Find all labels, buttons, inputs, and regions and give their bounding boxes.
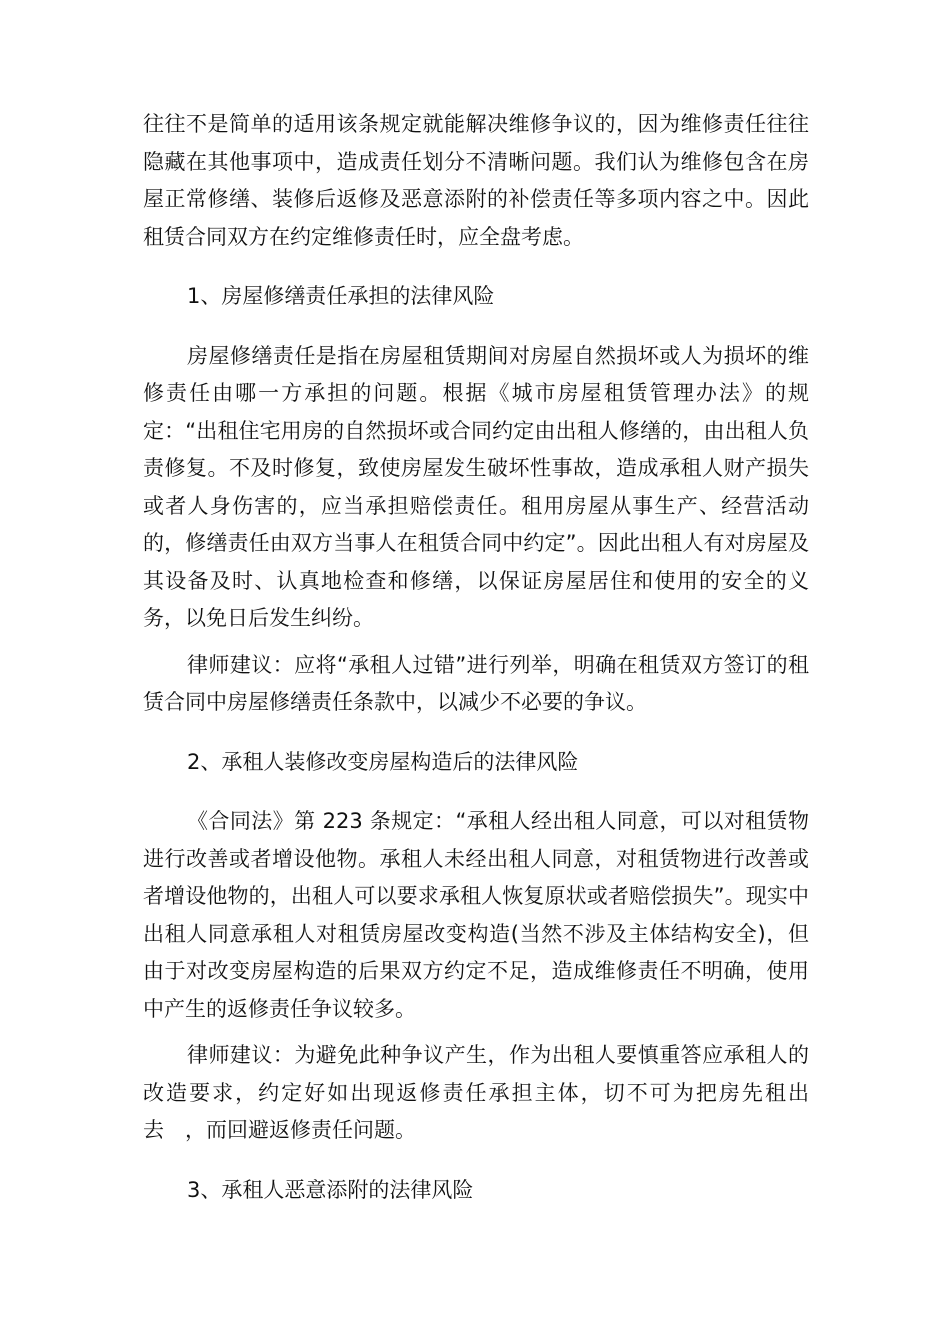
paragraph-repair-responsibility: 房屋修缮责任是指在房屋租赁期间对房屋自然损坏或人为损坏的维修责任由哪一方承担的问题。根据《城市房屋租赁管理办法》的规定：“出租住宅用房的自然损坏或合同约定由出租人修缮的，由出租人负责修复。不及时修复，致使房屋发生破坏性事故，造成承租人财产损失或者人身伤害的，应当承担赔偿责任。租用房屋从事生产、经营活动的，修缮责任由双方当事人在租赁合同中约定”。因此出租人有对房屋及其设备及时、认真地检查和修缮，以保证房屋居住和使用的安全的义务，以免日后发生纠纷。 bbox=[143, 343, 809, 630]
paragraph-lawyer-advice-1: 律师建议：应将“承租人过错”进行列举，明确在租赁双方签订的租赁合同中房屋修缮责任条款中，以减少不必要的争议。 bbox=[143, 652, 809, 714]
paragraph-lawyer-advice-2: 律师建议：为避免此种争议产生，作为出租人要慎重答应承租人的改造要求，约定好如出现返修责任承担主体，切不可为把房先租出去 ，而回避返修责任问题。 bbox=[143, 1043, 809, 1142]
document-body bbox=[143, 106, 809, 1231]
section-heading-2: 2、承租人装修改变房屋构造后的法律风险 bbox=[187, 749, 579, 774]
section-heading-1: 1、房屋修缮责任承担的法律风险 bbox=[187, 284, 495, 308]
paragraph-intro: 往往不是简单的适用该条规定就能解决维修争议的，因为维修责任往往隐藏在其他事项中，造成责任划分不清晰问题。我们认为维修包含在房屋正常修缮、装修后返修及恶意添附的补偿责任等多项内容之中。因此租赁合同双方在约定维修责任时，应全盘考虑。 bbox=[143, 112, 809, 249]
section-heading-3: 3、承租人恶意添附的法律风险 bbox=[187, 1177, 474, 1202]
paragraph-contract-law: 《合同法》第 223 条规定：“承租人经出租人同意，可以对租赁物进行改善或者增设他物。承租人未经出租人同意，对租赁物进行改善或者增设他物的，出租人可以要求承租人恢复原状或者赔偿损失”。现实中出租人同意承租人对租赁房屋改变构造(当然不涉及主体结构安全)，但由于对改变房屋构造的后果双方约定不足，造成维修责任不明确，使用中产生的返修责任争议较多。 bbox=[143, 809, 809, 1021]
